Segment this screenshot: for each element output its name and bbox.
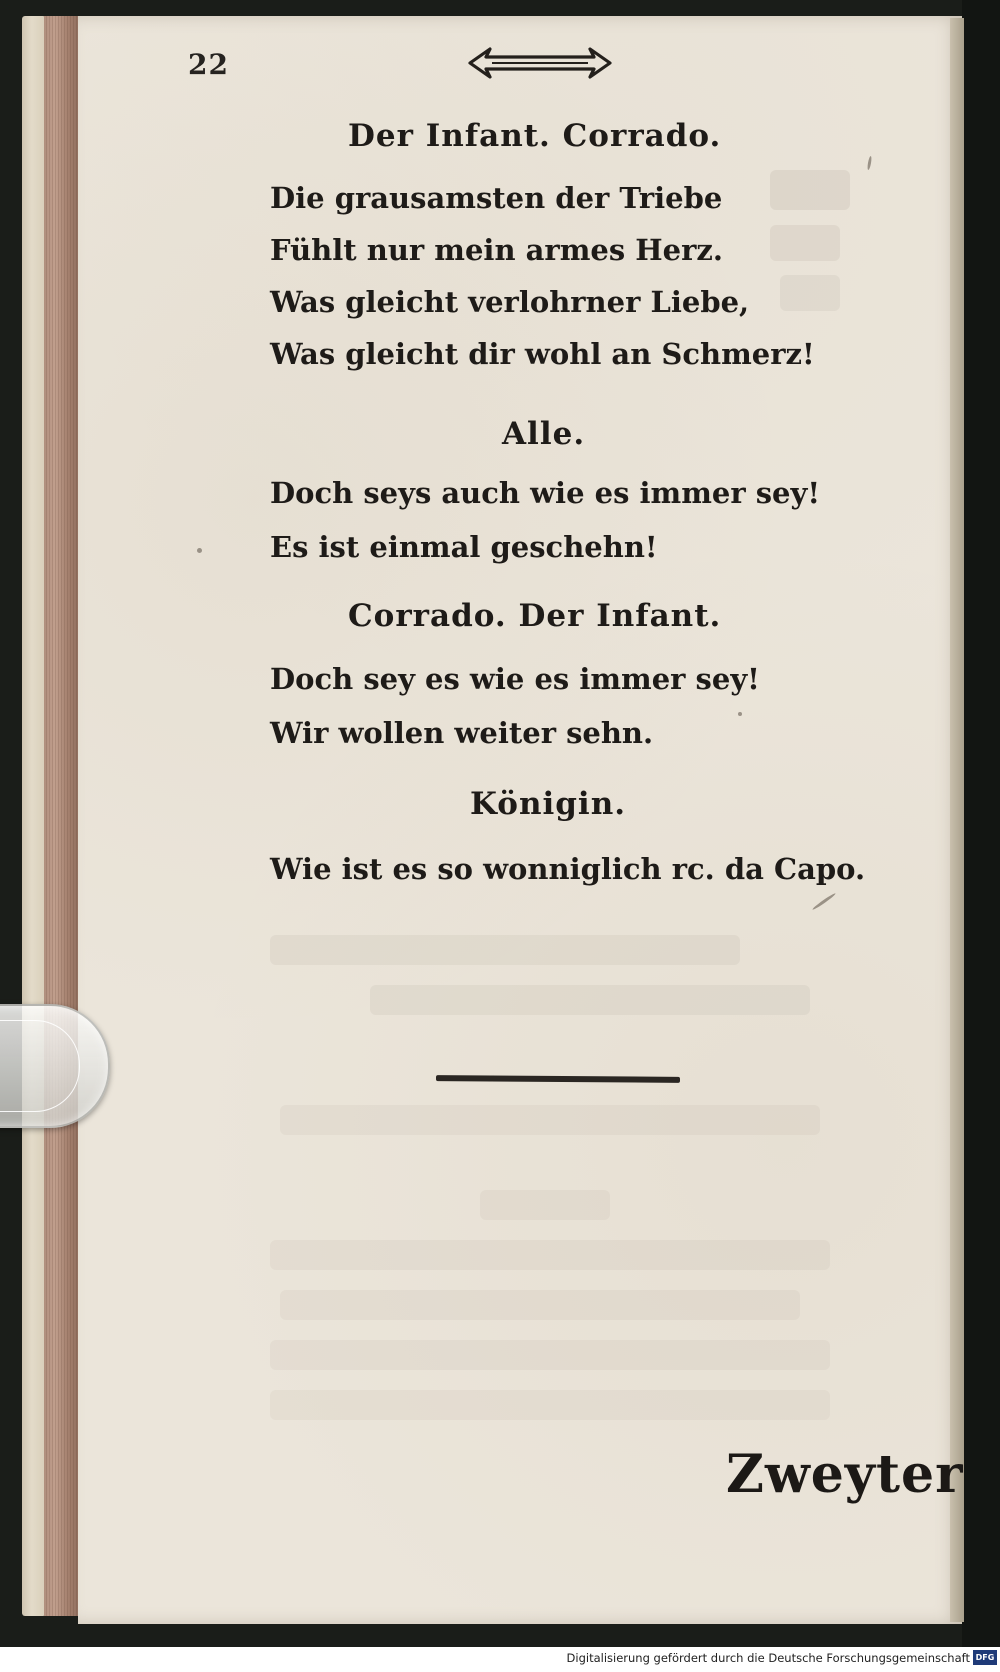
digitization-footer	[0, 1647, 1000, 1672]
footer-credit: Digitalisierung gefördert durch die Deutsche Forschungsgemeinschaft	[566, 1651, 970, 1665]
paper-mark	[738, 712, 742, 716]
speaker-heading: Königin.	[470, 786, 627, 822]
verse-stanza	[270, 652, 760, 760]
page-edge-lines	[46, 16, 78, 1616]
verse-line: Wir wollen weiter sehn.	[270, 716, 654, 750]
verse-line: Doch sey es wie es immer sey!	[270, 662, 760, 696]
paper-mark	[197, 548, 202, 553]
verse-line: Die grausamsten der Triebe	[270, 181, 723, 215]
verse-stanza	[270, 842, 865, 896]
verse-stanza	[270, 466, 820, 574]
page-fore-edge	[950, 18, 964, 1622]
speaker-heading: Alle.	[502, 416, 586, 452]
verse-line: Was gleicht dir wohl an Schmerz!	[270, 337, 815, 371]
header-ornament-icon	[466, 44, 614, 82]
verse-line: Wie ist es so wonniglich rc. da Capo.	[270, 852, 866, 886]
verse-line: Es ist einmal geschehn!	[270, 530, 658, 564]
speaker-heading: Der Infant. Corrado.	[348, 118, 722, 154]
verse-line: Doch seys auch wie es immer sey!	[270, 476, 821, 510]
dfg-logo-icon: DFG	[973, 1650, 997, 1665]
catchword: Zweyter	[726, 1444, 964, 1505]
page-edge-outer	[22, 16, 46, 1616]
scan-right-margin	[962, 0, 1000, 1647]
verse-line: Was gleicht verlohrner Liebe,	[270, 285, 750, 319]
verse-stanza	[270, 172, 815, 380]
verse-line: Fühlt nur mein armes Herz.	[270, 233, 723, 267]
speaker-heading: Corrado. Der Infant.	[348, 598, 722, 634]
page-number: 22	[188, 48, 229, 81]
